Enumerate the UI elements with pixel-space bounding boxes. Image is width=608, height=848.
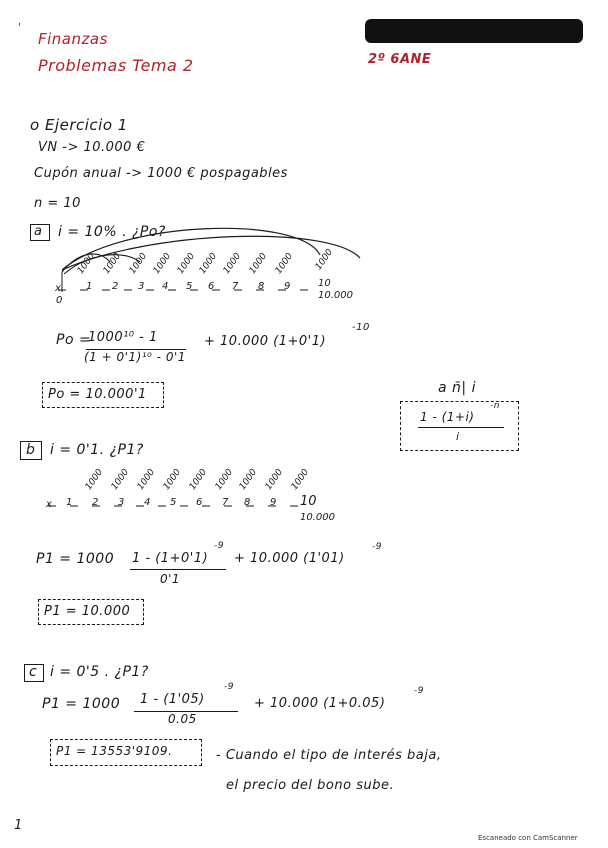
course-label: 2º 6ANE — [368, 52, 432, 67]
part-a-question: i = 10% . ¿Po? — [58, 224, 166, 240]
part-b-label: b — [26, 442, 36, 458]
nominal-value: VN -> 10.000 € — [38, 140, 146, 155]
part-a-formula-exponent: -10 — [352, 322, 370, 333]
exercise-heading: o Ejercicio 1 — [30, 116, 128, 134]
part-b-tick: 6 — [196, 497, 203, 508]
part-b-question: i = 0'1. ¿P1? — [50, 442, 144, 458]
part-a-tick: 7 — [232, 281, 239, 292]
part-b-tick: 2 — [92, 497, 99, 508]
part-b-formula-denominator: 0'1 — [160, 572, 181, 586]
part-c-formula-denominator: 0.05 — [168, 712, 197, 726]
part-b-tick: 7 — [222, 497, 229, 508]
coupon-line: Cupón anual -> 1000 € pospagables — [34, 166, 288, 181]
part-a-result: Po = 10.000'1 — [48, 387, 147, 402]
part-a-formula-denominator: (1 + 0'1)¹⁰ - 0'1 — [84, 350, 186, 364]
coupon-mark: 1000 — [109, 467, 132, 492]
annuity-title: a n̄| i — [438, 380, 476, 396]
annuity-exponent: -n — [490, 401, 500, 411]
coupon-mark: 1000 — [221, 251, 244, 276]
subject-title: Finanzas — [38, 30, 108, 48]
part-a-tick: 10 — [318, 278, 331, 289]
margin-mark: ' — [18, 22, 22, 33]
part-b-face-value: 10.000 — [300, 512, 335, 523]
part-a-tick: 3 — [138, 281, 145, 292]
part-a-tick: 6 — [208, 281, 215, 292]
part-c-numerator-exponent: -9 — [224, 682, 234, 692]
part-b-tick: 3 — [118, 497, 125, 508]
coupon-mark: 1000 — [197, 251, 220, 276]
periods-line: n = 10 — [34, 196, 81, 211]
coupon-mark: 1000 — [263, 467, 286, 492]
part-b-tick: 5 — [170, 497, 177, 508]
part-b-tick: 10 — [300, 494, 317, 509]
coupon-mark: 1000 — [101, 251, 124, 276]
part-c-formula-numerator: 1 - (1'05) — [140, 692, 205, 707]
part-a-face-value: 10.000 — [318, 290, 353, 301]
part-b-formula-numerator: 1 - (1+0'1) — [132, 551, 209, 566]
fraction-bar — [130, 569, 226, 570]
coupon-mark: 1000 — [151, 251, 174, 276]
part-c-question: i = 0'5 . ¿P1? — [50, 664, 149, 680]
coupon-mark: 1000 — [237, 467, 260, 492]
part-b-numerator-exponent: -9 — [214, 541, 224, 551]
part-b-formula-exponent: -9 — [372, 542, 382, 552]
coupon-mark: 1000 — [187, 467, 210, 492]
page-number: 1 — [14, 818, 23, 833]
topic-title: Problemas Tema 2 — [38, 56, 194, 75]
coupon-mark: 1000 — [135, 467, 158, 492]
part-b-tick-0: x — [46, 499, 52, 510]
part-c-label: c — [29, 664, 38, 680]
coupon-mark: 1000 — [175, 251, 198, 276]
part-a-tick: 9 — [284, 281, 291, 292]
part-a-formula-lhs: Po = — [56, 332, 92, 348]
part-c-formula-rest: + 10.000 (1+0.05) — [254, 696, 386, 711]
part-b-result: P1 = 10.000 — [44, 604, 131, 619]
part-c-formula-lhs: P1 = 1000 — [42, 696, 121, 712]
part-b-formula-rest: + 10.000 (1'01) — [234, 551, 345, 566]
part-b-formula-lhs: P1 = 1000 — [36, 551, 115, 567]
coupon-mark: 1000 — [127, 251, 150, 276]
part-a-tick-0: x — [55, 283, 61, 294]
part-c-result: P1 = 13553'9109. — [56, 744, 173, 758]
part-a-formula-numerator: 1000¹⁰ - 1 — [88, 330, 158, 345]
annuity-denominator: i — [456, 430, 460, 443]
part-b-tick: 8 — [244, 497, 251, 508]
part-b-tick: 1 — [66, 497, 73, 508]
part-a-tick: 8 — [258, 281, 265, 292]
coupon-mark: 1000 — [83, 467, 106, 492]
coupon-mark: 1000 — [75, 251, 98, 276]
conclusion-line-2: el precio del bono sube. — [226, 778, 395, 793]
coupon-mark: 1000 — [247, 251, 270, 276]
part-a-origin: 0 — [56, 295, 63, 306]
scanner-watermark: Escaneado con CamScanner — [478, 834, 578, 842]
coupon-mark: 1000 — [289, 467, 312, 492]
part-a-label: a — [34, 224, 43, 239]
part-a-tick: 2 — [112, 281, 119, 292]
part-a-tick: 1 — [86, 281, 93, 292]
coupon-mark: 1000 — [313, 247, 336, 272]
annuity-numerator: 1 - (1+i) — [420, 410, 475, 424]
part-c-formula-exponent: -9 — [414, 686, 424, 696]
part-b-tick: 4 — [144, 497, 151, 508]
part-b-tick: 9 — [270, 497, 277, 508]
part-a-tick: 4 — [162, 281, 169, 292]
coupon-mark: 1000 — [273, 251, 296, 276]
conclusion-line-1: - Cuando el tipo de interés baja, — [216, 748, 442, 763]
part-a-formula-rest: + 10.000 (1+0'1) — [204, 334, 327, 349]
part-a-tick: 5 — [186, 281, 193, 292]
coupon-mark: 1000 — [161, 467, 184, 492]
coupon-mark: 1000 — [213, 467, 236, 492]
